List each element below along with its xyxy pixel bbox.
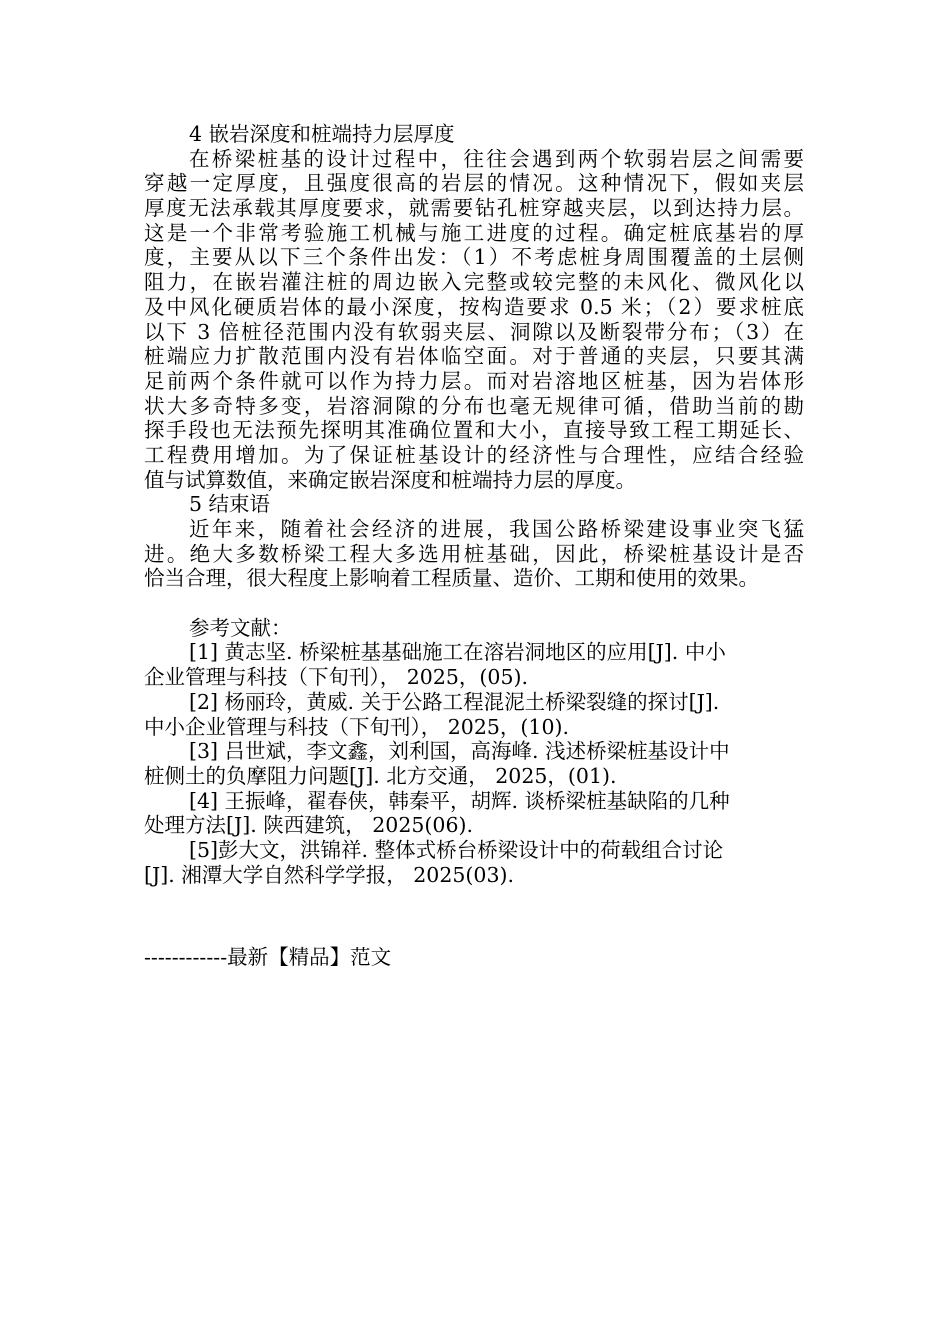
paragraph-line: 值与试算数值，来确定嵌岩深度和桩端持力层的厚度。 — [144, 467, 636, 492]
blank-line — [144, 591, 804, 616]
section-5-heading: 5 结束语 — [189, 492, 271, 517]
reference-line: 中小企业管理与科技（下旬刊）， 2025，(10). — [144, 714, 570, 739]
reference-item — [144, 838, 804, 887]
footer-tagline: ------------最新【精品】范文 — [144, 945, 392, 969]
paragraph-line: 以下 3 倍桩径范围内没有软弱夹层、洞隙以及断裂带分布；（3）在 — [144, 319, 804, 344]
section-4-heading: 4 嵌岩深度和桩端持力层厚度 — [189, 122, 455, 146]
reference-item — [144, 640, 804, 689]
references-heading: 参考文献： — [189, 615, 292, 640]
document-page — [144, 122, 804, 887]
paragraph-line: 厚度无法承载其厚度要求，就需要钻孔桩穿越夹层，以到达持力层。 — [144, 196, 804, 221]
paragraph-line: 穿越一定厚度，且强度很高的岩层的情况。这种情况下，假如夹层 — [144, 171, 804, 196]
reference-line: 桩侧土的负摩阻力问题[J]. 北方交通， 2025，(01). — [144, 763, 617, 788]
reference-line: [4] 王振峰，翟春侠，韩秦平，胡辉. 谈桥梁桩基缺陷的几种 — [189, 788, 730, 813]
paragraph-line: 探手段也无法预先探明其准确位置和大小，直接导致工程工期延长、 — [144, 418, 804, 443]
reference-line: [1] 黄志坚. 桥梁桩基基础施工在溶岩洞地区的应用[J]. 中小 — [189, 640, 726, 665]
paragraph-line: 在桥梁桩基的设计过程中，往往会遇到两个软弱岩层之间需要 — [189, 146, 804, 171]
reference-line: [2] 杨丽玲，黄威. 关于公路工程混泥土桥梁裂缝的探讨[J]. — [189, 689, 720, 714]
paragraph-line: 足前两个条件就可以作为持力层。而对岩溶地区桩基，因为岩体形 — [144, 368, 804, 393]
paragraph-line: 及中风化硬质岩体的最小深度，按构造要求 0.5 米；（2）要求桩底 — [144, 294, 804, 319]
paragraph-line: 桩端应力扩散范围内没有岩体临空面。对于普通的夹层，只要其满 — [144, 344, 804, 369]
reference-item — [144, 690, 804, 739]
reference-line: [5]彭大文，洪锦祥. 整体式桥台桥梁设计中的荷载组合讨论 — [189, 837, 724, 862]
paragraph-line: 这是一个非常考验施工机械与施工进度的过程。确定桩底基岩的厚 — [144, 220, 804, 245]
paragraph-line: 恰当合理，很大程度上影响着工程质量、造价、工期和使用的效果。 — [144, 566, 759, 591]
paragraph-line: 度，主要从以下三个条件出发：（1）不考虑桩身周围覆盖的土层侧 — [144, 245, 804, 270]
reference-item — [144, 739, 804, 788]
reference-line: [J]. 湘潭大学自然科学学报， 2025(03). — [144, 862, 515, 887]
reference-line: 企业管理与科技（下旬刊）， 2025，(05). — [144, 665, 529, 690]
paragraph-line: 工程费用增加。为了保证桩基设计的经济性与合理性，应结合经验 — [144, 442, 804, 467]
reference-line: [3] 吕世斌，李文鑫，刘利国，高海峰. 浅述桥梁桩基设计中 — [189, 739, 730, 764]
reference-line: 处理方法[J]. 陕西建筑， 2025(06). — [144, 813, 474, 838]
paragraph-line: 状大多奇特多变，岩溶洞隙的分布也毫无规律可循，借助当前的勘 — [144, 393, 804, 418]
paragraph-line: 阻力，在嵌岩灌注桩的周边嵌入完整或较完整的未风化、微风化以 — [144, 270, 804, 295]
paragraph-line: 进。绝大多数桥梁工程大多选用桩基础，因此，桥梁桩基设计是否 — [144, 541, 804, 566]
paragraph-line: 近年来，随着社会经济的进展，我国公路桥梁建设事业突飞猛 — [189, 517, 804, 541]
reference-item — [144, 789, 804, 838]
